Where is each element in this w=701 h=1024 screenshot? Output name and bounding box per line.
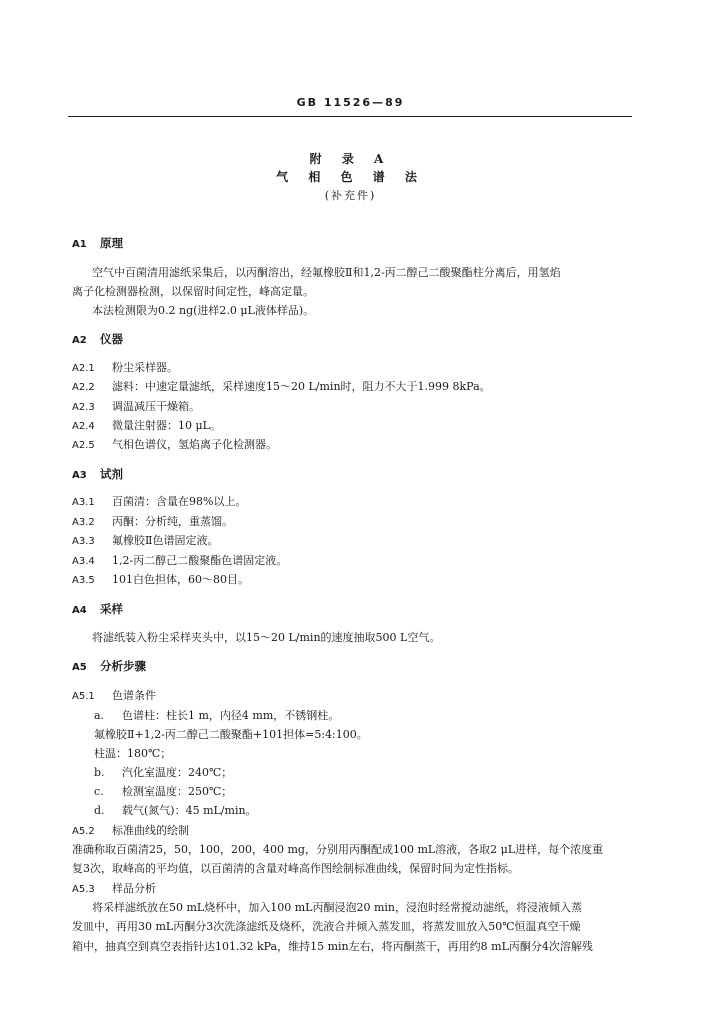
paragraph-line: 氟橡胶Ⅱ+1,2-丙二醇己二酸聚酯+101担体=5:4:100。 xyxy=(94,728,368,741)
item-text: 载气(氮气)：45 mL/min。 xyxy=(122,804,257,817)
item-number: A3.3 xyxy=(72,536,95,547)
paragraph-line: 发皿中，再用30 mL丙酮分3次洗涤滤纸及烧杯，洗液合并倾入蒸发皿，将蒸发皿放入50℃恒温真空干燥 xyxy=(72,920,581,933)
item-text: 1,2-丙二醇己二酸聚酯色谱固定液。 xyxy=(112,554,288,567)
list-item xyxy=(72,419,221,434)
paragraph-line: 空气中百菌清用滤纸采集后，以丙酮溶出，经氟橡胶Ⅱ和1,2-丙二醇己二酸聚酯柱分离后，用氢焰 xyxy=(92,266,561,279)
section-number: A2 xyxy=(72,335,87,346)
section-number: A1 xyxy=(72,239,87,250)
list-item xyxy=(72,438,277,453)
item-number: A5.3 xyxy=(72,884,95,895)
paragraph-line: 柱温：180℃； xyxy=(94,747,172,760)
header-rule xyxy=(68,116,632,117)
paragraph-line: 准确称取百菌清25，50，100，200，400 mg，分别用丙酮配成100 mL溶液，各取2 μL进样，每个浓度重 xyxy=(72,843,604,856)
item-text: 滤料：中速定量滤纸，采样速度15～20 L/min时，阻力不大于1.999 8kPa。 xyxy=(112,380,491,393)
item-letter: a. xyxy=(94,709,105,722)
item-text: 101白色担体，60～80目。 xyxy=(112,573,249,586)
item-text: 色谱条件 xyxy=(112,689,156,702)
subsection-heading-a5-1 xyxy=(72,689,156,704)
item-number: A2.2 xyxy=(72,382,95,393)
paragraph-line: 将滤纸装入粉尘采样夹头中，以15～20 L/min的速度抽取500 L空气。 xyxy=(92,631,441,644)
item-text: 汽化室温度：240℃； xyxy=(122,766,233,779)
item-number: A2.1 xyxy=(72,363,95,374)
section-title: 试剂 xyxy=(100,467,123,481)
condition-item xyxy=(94,785,232,799)
item-number: A3.2 xyxy=(72,517,95,528)
list-item xyxy=(72,495,246,510)
section-title: 仪器 xyxy=(100,332,123,346)
subsection-heading-a5-2 xyxy=(72,824,189,839)
section-number: A4 xyxy=(72,605,87,616)
subsection-heading-a5-3 xyxy=(72,882,156,897)
item-text: 检测室温度：250℃； xyxy=(122,785,233,798)
paragraph-line: 离子化检测器检测，以保留时间定性，峰高定量。 xyxy=(72,285,314,298)
paragraph-line: 箱中，抽真空到真空表指针达101.32 kPa，维持15 min左右，将丙酮蒸干，再用约8 mL丙酮分4次溶解残 xyxy=(72,940,593,953)
condition-item xyxy=(94,804,257,818)
section-number: A5 xyxy=(72,662,87,673)
paragraph-line: 将采样滤纸放在50 mL烧杯中，加入100 mL丙酮浸泡20 min，浸泡时经常搅动滤纸，将浸液倾入蒸 xyxy=(92,901,582,914)
item-letter: d. xyxy=(94,804,105,817)
list-item xyxy=(72,361,178,376)
item-letter: b. xyxy=(94,766,105,779)
section-heading-a2 xyxy=(72,332,123,348)
appendix-subtitle: (补充件) xyxy=(324,189,377,202)
section-heading-a3 xyxy=(72,467,123,483)
item-text: 丙酮：分析纯，重蒸馏。 xyxy=(112,515,233,528)
item-text: 粉尘采样器。 xyxy=(112,361,178,374)
list-item xyxy=(72,380,491,395)
item-text: 氟橡胶Ⅱ色谱固定液。 xyxy=(112,534,219,547)
item-text: 色谱柱：柱长1 m，内径4 mm，不锈钢柱。 xyxy=(122,709,340,722)
condition-item xyxy=(94,709,339,723)
section-title: 原理 xyxy=(100,236,123,250)
item-text: 调温减压干燥箱。 xyxy=(112,400,200,413)
list-item xyxy=(72,515,233,530)
paragraph-line: 本法检测限为0.2 ng(进样2.0 μL液体样品)。 xyxy=(92,304,315,317)
list-item xyxy=(72,534,218,549)
item-text: 标准曲线的绘制 xyxy=(112,824,189,837)
list-item xyxy=(72,400,200,415)
item-text: 百菌清：含量在98%以上。 xyxy=(112,495,247,508)
item-text: 气相色谱仪，氢焰离子化检测器。 xyxy=(112,438,277,451)
section-heading-a4 xyxy=(72,602,123,618)
item-number: A3.4 xyxy=(72,556,95,567)
condition-item xyxy=(94,766,232,780)
appendix-label: 附 录 A xyxy=(309,152,392,166)
item-number: A2.4 xyxy=(72,421,95,432)
item-letter: c. xyxy=(94,785,104,798)
list-item xyxy=(72,554,287,569)
item-number: A5.1 xyxy=(72,691,95,702)
standard-number-header: GB 11526—89 xyxy=(296,96,405,109)
list-item xyxy=(72,573,249,588)
item-text: 样品分析 xyxy=(112,882,156,895)
appendix-title: 气 相 色 谱 法 xyxy=(276,170,425,184)
item-number: A2.3 xyxy=(72,402,95,413)
section-title: 采样 xyxy=(100,602,123,616)
item-number: A3.5 xyxy=(72,575,95,586)
paragraph-line: 复3次，取峰高的平均值，以百菌清的含量对峰高作图绘制标准曲线，保留时间为定性指标。 xyxy=(72,862,519,875)
item-number: A5.2 xyxy=(72,826,95,837)
item-number: A2.5 xyxy=(72,440,95,451)
item-text: 微量注射器：10 μL。 xyxy=(112,419,221,432)
section-number: A3 xyxy=(72,470,87,481)
item-number: A3.1 xyxy=(72,497,95,508)
section-heading-a1 xyxy=(72,236,123,252)
section-title: 分析步骤 xyxy=(100,659,146,673)
section-heading-a5 xyxy=(72,659,146,675)
